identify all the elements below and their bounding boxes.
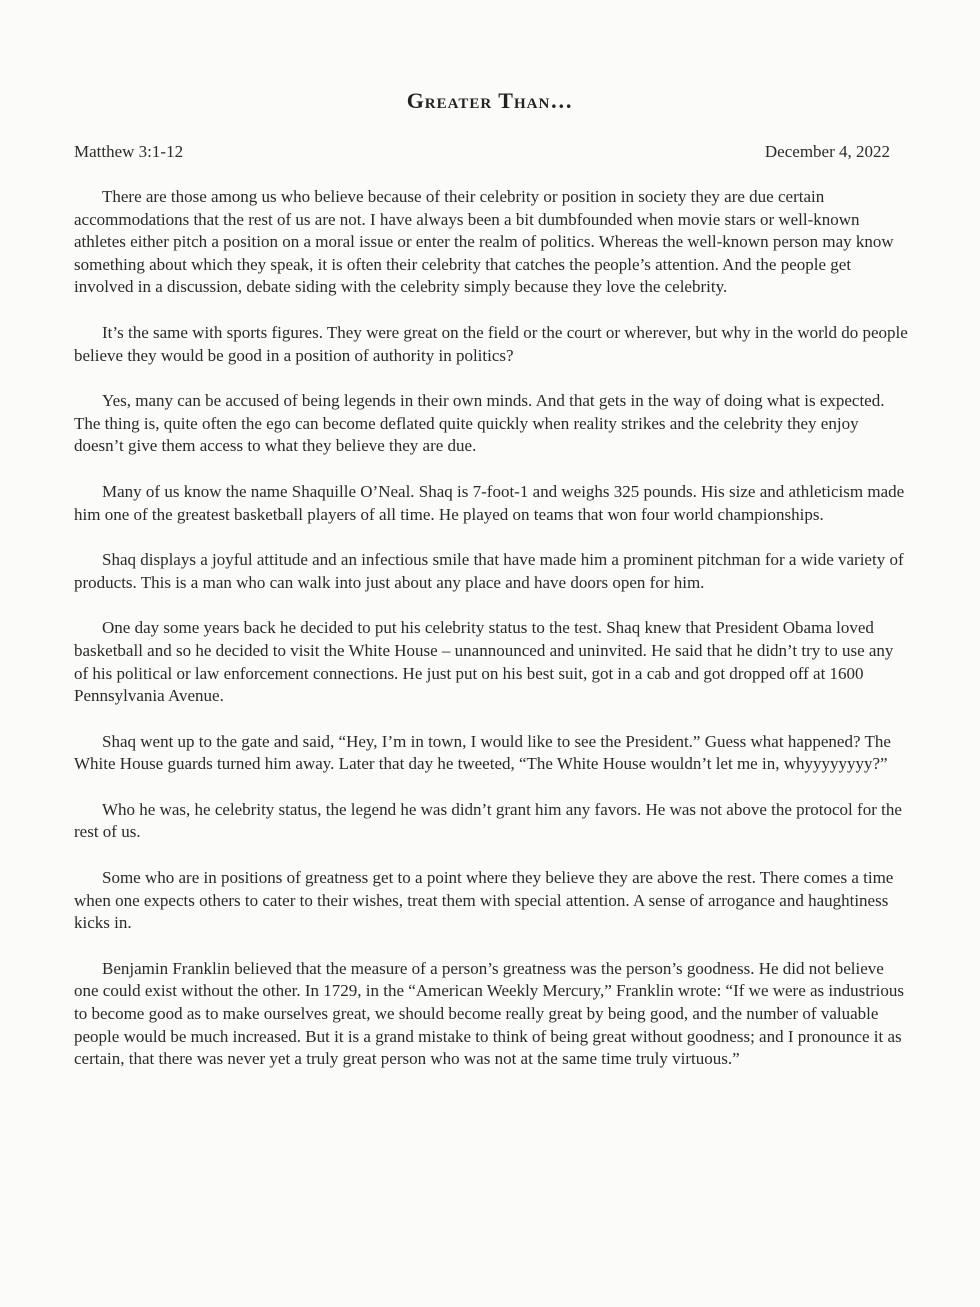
paragraph: Shaq displays a joyful attitude and an infectious smile that have made him a prominent pitchman for a wide variety of products. This is a man who can walk into just about any place and have doors open for him. — [74, 550, 904, 592]
scripture-reference: Matthew 3:1-12 — [74, 142, 184, 161]
paragraph: Yes, many can be accused of being legends in their own minds. And that gets in the way of doing what is expected. The thing is, quite often the ego can become deflated quite quickly when reality strikes and the celebrity they enjoy doesn’t give them access to what they believe they are due. — [74, 391, 885, 456]
sermon-date: December 4, 2022 — [764, 142, 890, 161]
paragraph: One day some years back he decided to put his celebrity status to the test. Shaq knew that President Obama loved basketball and so he decided to visit the White House – unannounced and uninvited. He said that he didn’t try to use any of his political or law enforcement connections. He just put on his best suit, got in a cab and got dropped off at 1600 Pennsylvania Avenue. — [74, 618, 894, 706]
paragraph: Benjamin Franklin believed that the measure of a person’s greatness was the person’s goodness. He did not believe one could exist without the other. In 1729, in the “American Weekly Mercury,” Franklin wrote: “If we were as industrious to become good as to make ourselves great, we should become really great by being good, and the number of valuable people would be much increased. But it is a grand mistake to think of being great without goodness; and I pronounce it as certain, that there was never yet a truly great person who was not at the same time truly virtuous.” — [74, 958, 904, 1069]
paragraph: It’s the same with sports figures. They were great on the field or the court or wherever, but why in the world do people believe they would be good in a position of authority in politics? — [74, 322, 908, 365]
page-title: Greater Than… — [406, 88, 574, 113]
paragraph: There are those among us who believe because of their celebrity or position in society they are due certain accommodations that the rest of us are not. I have always been a bit dumbfounded when movie stars or well-known athletes either pitch a position on a moral issue or enter the realm of politics. Whereas the well-known person may know something about which they speak, it is often their celebrity that catches the people’s attention. And the people get involved in a discussion, debate siding with the celebrity simply because they love the celebrity. — [74, 187, 894, 297]
sermon-meta — [74, 142, 890, 162]
paragraph: Shaq went up to the gate and said, “Hey, I’m in town, I would like to see the President.” Guess what happened? The White House guards turned him away. Later that day he tweeted, “The White House wouldn’t let me in, whyyyyyyyy?” — [74, 731, 891, 774]
paragraph: Many of us know the name Shaquille O’Neal. Shaq is 7-foot-1 and weighs 325 pounds. His size and athleticism made him one of the greatest basketball players of all time. He played on teams that won four world championships. — [74, 481, 905, 524]
paragraph: Some who are in positions of greatness get to a point where they believe they are above the rest. There comes a time when one expects others to cater to their wishes, treat them with special attention. A sense of arrogance and haughtiness kicks in. — [74, 868, 894, 933]
paragraph: Who he was, he celebrity status, the legend he was didn’t grant him any favors. He was not above the protocol for the rest of us. — [74, 799, 902, 842]
document-body — [74, 186, 908, 1094]
